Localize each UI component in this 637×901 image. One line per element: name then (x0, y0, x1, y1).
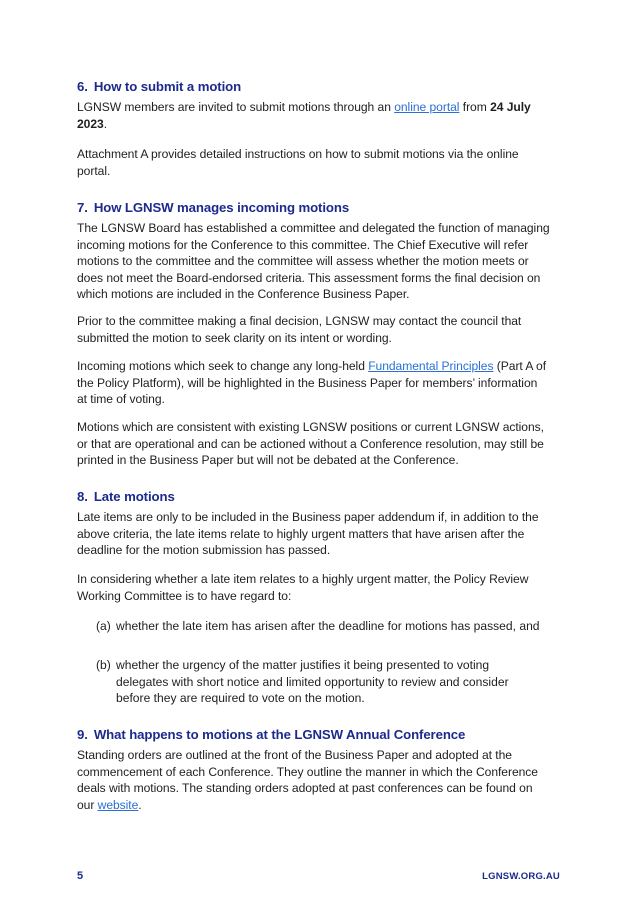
section-9-paragraph-1 (77, 747, 561, 813)
date-bold: 24 July (490, 100, 531, 114)
section-8-number: 8. (77, 489, 88, 504)
line: at time of voting. (77, 392, 165, 406)
section-7-paragraph-1 (77, 220, 561, 303)
line: before they are required to vote on the motion. (116, 691, 365, 705)
section-6-paragraph-2 (77, 146, 561, 179)
line: portal. (77, 163, 111, 178)
line: motions to the committee and the committee will assess whether the motion meets or (77, 254, 529, 268)
page-number: 5 (77, 870, 84, 882)
section-6-title: How to submit a motion (93, 79, 242, 94)
section-7-paragraph-4 (77, 419, 561, 469)
line: Working Committee is to have regard to: (77, 588, 292, 603)
section-8-heading (77, 489, 175, 504)
list-text (116, 657, 509, 707)
line: Motions which are consistent with existing LGNSW positions or current LGNSW actions, (77, 420, 544, 434)
line: deals with motions. The standing orders adopted at past conferences can be found on (77, 781, 533, 795)
line: the Policy Platform), will be highlighted in the Business Paper for members’ information (77, 375, 538, 390)
section-7-number: 7. (77, 200, 88, 215)
section-7-heading (77, 200, 349, 215)
text: LGNSW members are invited to submit motions through an (77, 100, 395, 114)
section-8-title: Late motions (93, 489, 175, 504)
section-8-paragraph-2 (77, 571, 561, 604)
line: commencement of each Conference. They outline the manner in which the Conference (77, 764, 538, 779)
line: Prior to the committee making a final decision, LGNSW may contact the council that (77, 314, 522, 328)
section-7-title: How LGNSW manages incoming motions (93, 200, 350, 215)
fundamental-principles-link[interactable]: Fundamental Principles (368, 359, 494, 373)
section-6-heading (77, 79, 241, 94)
online-portal-link[interactable]: online portal (394, 100, 460, 114)
text: (Part A of (493, 359, 547, 373)
list-item-b (96, 657, 566, 709)
line: In considering whether a late item relates to a highly urgent matter, the Policy Review (77, 572, 529, 586)
section-7-paragraph-2 (77, 313, 561, 346)
line: submitted the motion to seek clarity on its intent or wording. (77, 330, 392, 345)
text: . (138, 797, 142, 812)
line: printed in the Business Paper but will not be debated at the Conference. (77, 453, 459, 467)
list-item-a (96, 618, 566, 636)
line: does not meet the Board-endorsed criteria. This assessment forms the final decision on (77, 270, 541, 285)
text: our (77, 797, 98, 812)
line: Attachment A provides detailed instructions on how to submit motions via the online (77, 147, 519, 161)
line: Late items are only to be included in the Business paper addendum if, in addition to the (77, 510, 539, 524)
section-9-title: What happens to motions at the LGNSW Annual Conference (93, 727, 466, 742)
line: which motions are included in the Conference Business Paper. (77, 287, 410, 301)
line: above criteria, the late items relate to highly urgent matters that have arisen after the (77, 526, 525, 541)
website-link[interactable]: website (97, 797, 139, 812)
list-marker: (b) (96, 658, 111, 672)
section-8-paragraph-1 (77, 509, 561, 559)
line: delegates with short notice and limited opportunity to review and consider (116, 674, 509, 689)
line: whether the late item has arisen after the deadline for motions has passed, and (116, 619, 540, 633)
section-6-paragraph-1 (77, 99, 561, 132)
footer-site-link[interactable]: LGNSW.ORG.AU (482, 871, 560, 882)
section-9-heading (77, 727, 465, 742)
text: Incoming motions which seek to change any long-held (77, 359, 369, 373)
line: or that are operational and can be actioned without a Conference resolution, may still be (77, 436, 544, 451)
line: The LGNSW Board has established a committee and delegated the function of managing (77, 221, 550, 235)
text: from (459, 100, 491, 114)
section-9-number: 9. (77, 727, 88, 742)
text: . (103, 116, 108, 131)
list-marker: (a) (96, 619, 111, 633)
line: Standing orders are outlined at the front of the Business Paper and adopted at the (77, 748, 512, 762)
line: deadline for the motion submission has passed. (77, 543, 331, 557)
section-7-paragraph-3 (77, 358, 561, 408)
list-text (116, 618, 540, 635)
line: whether the urgency of the matter justifies it being presented to voting (116, 658, 490, 672)
line: incoming motions for the Conference to this committee. The Chief Executive will refer (77, 237, 529, 252)
section-6-number: 6. (77, 79, 88, 94)
year-bold: 2023 (77, 116, 104, 131)
